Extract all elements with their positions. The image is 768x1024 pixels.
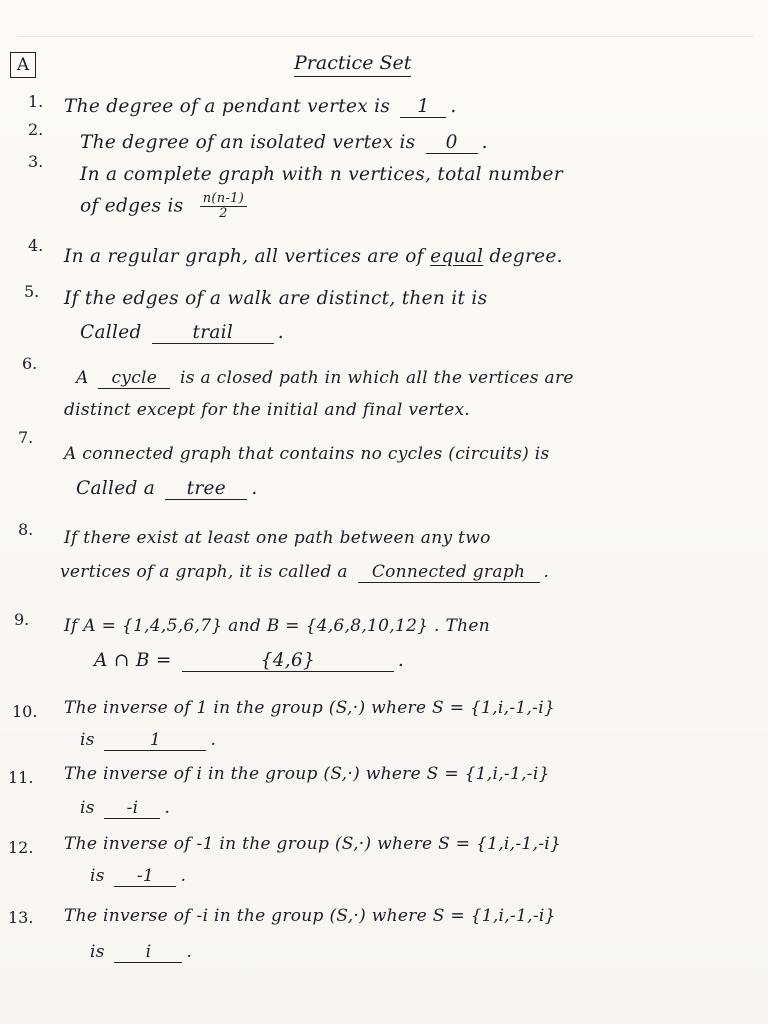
question-13-line-1: The inverse of -i in the group (S,·) where S = {1,i,-1,-i} bbox=[64, 906, 556, 926]
question-1 bbox=[64, 96, 457, 118]
question-3-line-2 bbox=[80, 192, 247, 221]
answer-blank: trail bbox=[152, 322, 274, 344]
question-4 bbox=[64, 246, 563, 267]
answer-blank: 1 bbox=[104, 730, 206, 751]
punctuation: . bbox=[251, 478, 258, 499]
question-7-line-1: A connected graph that contains no cycles (circuits) is bbox=[64, 444, 550, 464]
question-text: is bbox=[90, 866, 105, 886]
answer-blank: cycle bbox=[98, 368, 170, 389]
question-number: 2. bbox=[28, 120, 44, 139]
question-number: 6. bbox=[22, 354, 38, 373]
question-10-line-1: The inverse of 1 in the group (S,·) where S = {1,i,-1,-i} bbox=[64, 698, 556, 718]
answer-blank: 0 bbox=[426, 132, 478, 154]
question-number: 7. bbox=[18, 428, 34, 447]
question-text: A bbox=[76, 368, 89, 388]
fraction-denominator: 2 bbox=[219, 206, 228, 221]
answer-blank: {4,6} bbox=[182, 650, 394, 672]
question-8-line-2 bbox=[60, 562, 549, 583]
question-8-line-1: If there exist at least one path between any two bbox=[64, 528, 491, 548]
punctuation: . bbox=[543, 562, 550, 582]
question-number: 8. bbox=[18, 520, 34, 539]
question-text: Called a bbox=[76, 478, 156, 499]
question-number: 10. bbox=[12, 702, 38, 721]
question-2 bbox=[80, 132, 488, 154]
question-5-line-2 bbox=[80, 322, 284, 344]
page-title: Practice Set bbox=[294, 52, 411, 77]
question-text: The degree of a pendant vertex is bbox=[64, 96, 391, 117]
question-11-line-1: The inverse of i in the group (S,·) where S = {1,i,-1,-i} bbox=[64, 764, 550, 784]
question-number: 5. bbox=[24, 282, 40, 301]
section-box-label: A bbox=[10, 52, 36, 78]
punctuation: . bbox=[481, 132, 488, 153]
punctuation: . bbox=[450, 96, 457, 117]
question-9-line-2 bbox=[94, 650, 404, 672]
question-text: A ∩ B = bbox=[94, 650, 172, 671]
question-text-end: is a closed path in which all the vertices are bbox=[180, 368, 574, 388]
question-7-line-2 bbox=[76, 478, 258, 500]
question-text: is bbox=[90, 942, 105, 962]
question-13-line-2 bbox=[90, 942, 192, 963]
answer-blank: -1 bbox=[114, 866, 176, 887]
question-text: The degree of an isolated vertex is bbox=[80, 132, 416, 153]
question-text: Called bbox=[80, 322, 142, 343]
question-text: is bbox=[80, 730, 95, 750]
question-11-line-2 bbox=[80, 798, 170, 819]
answer-blank: -i bbox=[104, 798, 160, 819]
question-number: 9. bbox=[14, 610, 30, 629]
answer-blank: Connected graph bbox=[358, 562, 540, 583]
question-6-line-2: distinct except for the initial and final vertex. bbox=[64, 400, 471, 420]
question-number: 13. bbox=[8, 908, 34, 927]
question-6-line-1 bbox=[76, 368, 574, 389]
punctuation: . bbox=[164, 798, 171, 818]
question-text: is bbox=[80, 798, 95, 818]
answer-underlined: equal bbox=[430, 246, 484, 267]
question-number: 3. bbox=[28, 152, 44, 171]
question-text: vertices of a graph, it is called a bbox=[60, 562, 348, 582]
question-text: In a regular graph, all vertices are of bbox=[64, 246, 424, 267]
question-text: of edges is bbox=[80, 195, 184, 217]
question-number: 12. bbox=[8, 838, 34, 857]
answer-fraction bbox=[200, 192, 247, 221]
question-3-line-1: In a complete graph with n vertices, total number bbox=[80, 164, 563, 185]
question-number: 11. bbox=[8, 768, 34, 787]
ruled-line bbox=[18, 36, 753, 37]
question-5-line-1: If the edges of a walk are distinct, then it is bbox=[64, 288, 488, 309]
answer-blank: 1 bbox=[400, 96, 446, 118]
question-number: 4. bbox=[28, 236, 44, 255]
question-12-line-1: The inverse of -1 in the group (S,·) where S = {1,i,-1,-i} bbox=[64, 834, 562, 854]
question-text-end: degree. bbox=[489, 246, 563, 267]
question-9-line-1: If A = {1,4,5,6,7} and B = {4,6,8,10,12} . Then bbox=[64, 616, 490, 636]
question-10-line-2 bbox=[80, 730, 216, 751]
fraction-numerator: n(n-1) bbox=[200, 192, 247, 207]
question-number: 1. bbox=[28, 92, 44, 111]
punctuation: . bbox=[180, 866, 187, 886]
punctuation: . bbox=[210, 730, 217, 750]
answer-blank: i bbox=[114, 942, 182, 963]
question-12-line-2 bbox=[90, 866, 186, 887]
answer-blank: tree bbox=[165, 478, 247, 500]
punctuation: . bbox=[277, 322, 284, 343]
punctuation: . bbox=[397, 650, 405, 671]
punctuation: . bbox=[186, 942, 193, 962]
